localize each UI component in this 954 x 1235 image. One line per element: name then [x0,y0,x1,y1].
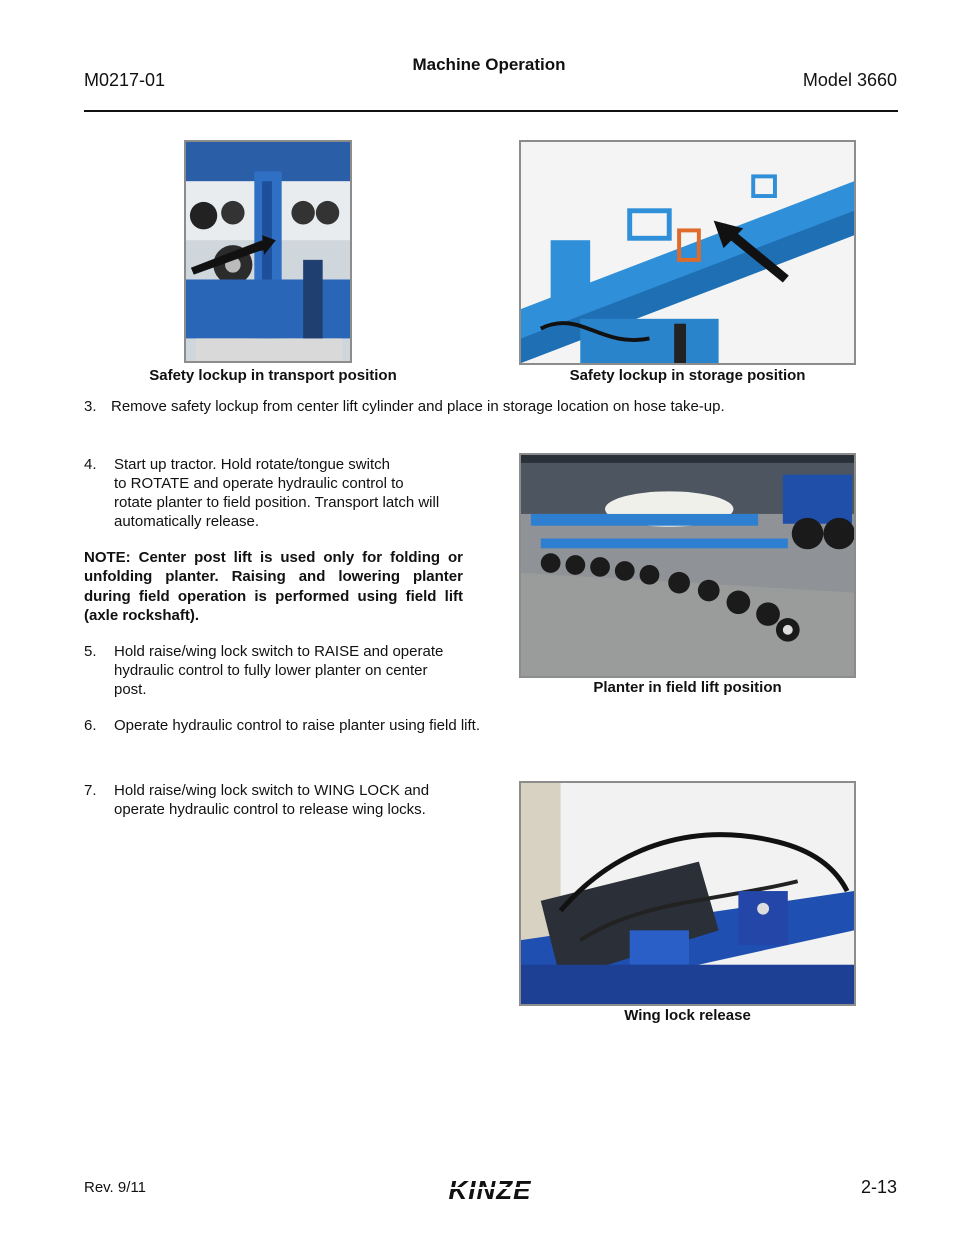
step-5-text [114,642,443,699]
step-5-line: hydraulic control to fully lower planter on center [114,662,428,679]
step-5-line: Hold raise/wing lock switch to RAISE and operate [114,643,444,660]
step-4-line: Start up tractor. Hold rotate/tongue switch [114,456,390,473]
step-5-line: post. [114,681,147,698]
page-number: 2-13 [860,1177,897,1197]
step-4 [84,455,484,535]
step-7-line: operate hydraulic control to release wing locks. [114,801,426,818]
step-4-line: automatically release. [114,513,260,530]
step-4-line: rotate planter to field position. Transport latch will [114,494,440,511]
section-title: Machine Operation [412,55,566,74]
step-3-number: 3. [84,398,97,415]
step-7-line: Hold raise/wing lock switch to WING LOCK and [114,782,430,799]
transport-caption: Safety lockup in transport position [149,367,397,384]
model-label: Model 3660 [802,70,897,90]
transport-photo [184,140,352,363]
step-3-text: Remove safety lockup from center lift cylinder and place in storage location on hose take-up. [111,398,725,415]
step-4-number: 4. [84,456,97,473]
step-4-line: to ROTATE and operate hydraulic control to [114,475,404,492]
step-6-text: Operate hydraulic control to raise planter using field lift. [114,717,481,734]
storage-caption: Safety lockup in storage position [569,367,806,384]
storage-photo [519,140,856,365]
note-paragraph: NOTE: Center post lift is used only for folding or unfolding planter. Raising and lowering planter during field operation is performed using field lift (axle rockshaft). [84,549,463,624]
step-4-text [114,455,439,531]
step-7-number: 7. [84,782,97,799]
kinze-logo-text: KINZE [448,1176,532,1204]
wing-lock-caption: Wing lock release [624,1007,751,1024]
field-lift-caption: Planter in field lift position [593,679,782,696]
document-id: M0217-01 [84,70,166,90]
step-7 [84,781,484,821]
step-7-text [114,781,429,819]
revision-label: Rev. 9/11 [84,1179,146,1196]
header-divider [84,110,898,112]
field-lift-photo [519,453,856,678]
kinze-logo [430,1176,550,1204]
wing-lock-photo [519,781,856,1006]
step-5 [84,642,484,702]
step-6-number: 6. [84,717,97,734]
step-5-number: 5. [84,643,97,660]
